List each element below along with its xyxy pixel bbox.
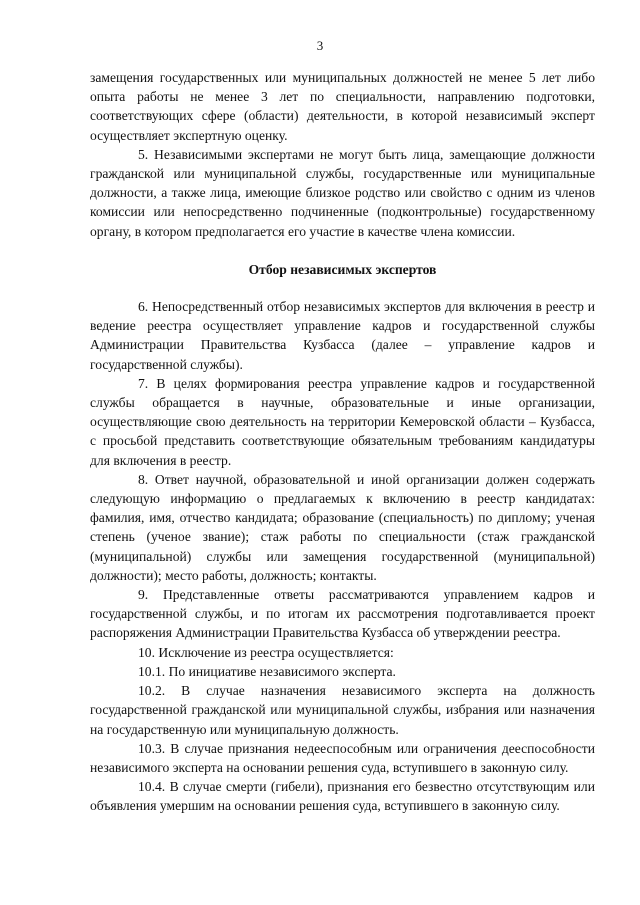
paragraph-9: 9. Представленные ответы рассматриваются управлением кадров и государственной службы, и по итогам их рассмотрения подготавливается проект распоряжения Администрации Правительства Кузбасса об утверждении реестра. — [90, 587, 595, 641]
paragraph-6: 6. Непосредственный отбор независимых экспертов для включения в реестр и ведение реестра осуществляет управление кадров и государственной службы Администрации Правительства Кузбасса (далее – управление кадров и государственной службы). — [90, 299, 595, 372]
section-heading: Отбор независимых экспертов — [248, 261, 437, 277]
paragraph-7: 7. В целях формирования реестра управление кадров и государственной службы обращается в научные, образовательные и иные организации, осуществляющие свою деятельность на территории Кемеровской области – Кузбасса, с просьбой представить соответствующие обязательным требованиям кандидатуры для включения в реестр. — [90, 375, 595, 468]
paragraph-continuation: замещения государственных или муниципальных должностей не менее 5 лет либо опыта работы не менее 3 лет по специальности, направлению подготовки, соответствующих сфере (области) деятельности, в которой независимый эксперт осуществляет экспертную оценку. — [90, 70, 595, 143]
paragraph-10-4: 10.4. В случае смерти (гибели), признания его безвестно отсутствующим или объявления умершим на основании решения суда, вступившего в законную силу. — [90, 779, 595, 814]
paragraph-5: 5. Независимыми экспертами не могут быть лица, замещающие должности гражданской или муниципальной службы, государственные или муниципальные должности, а также лица, имеющие близкое родство или свойство с одним из членов комиссии или непосредственно подчиненные (подконтрольные) государственному органу, в котором предполагается его участие в качестве члена комиссии. — [90, 146, 595, 239]
page-number: 3 — [316, 38, 324, 53]
paragraph-10-3: 10.3. В случае признания недееспособным или ограничения дееспособности независимого эксперта на основании решения суда, вступившего в законную силу. — [90, 740, 595, 775]
paragraph-10-2: 10.2. В случае назначения независимого эксперта на должность государственной гражданской или муниципальной службы, избрания или назначения на государственную или муниципальную должность. — [90, 683, 595, 737]
paragraph-10-1: 10.1. По инициативе независимого эксперта. — [138, 663, 396, 679]
document-body — [90, 68, 595, 816]
paragraph-10: 10. Исключение из реестра осуществляется: — [138, 644, 394, 660]
paragraph-8: 8. Ответ научной, образовательной и иной организации должен содержать следующую информацию о предлагаемых к включению в реестр кандидатах: фамилия, имя, отчество кандидата; образование (специальность) по диплому; ученая степень (ученое звание); стаж работы по специальности (стаж гражданской (муниципальной) службы или замещения государственной (муниципальной) должности); место работы, должность; контакты. — [90, 471, 595, 583]
